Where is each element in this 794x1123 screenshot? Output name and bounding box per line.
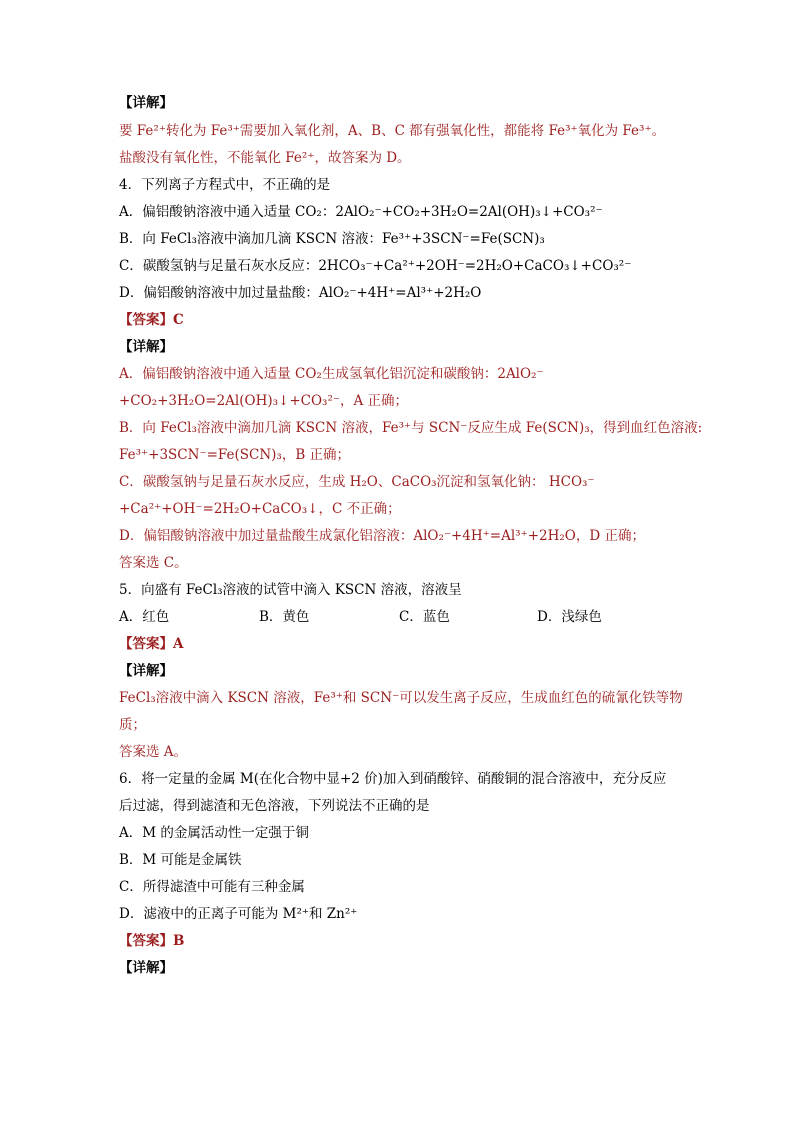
question-4-option-a: A．偏铝酸钠溶液中通入适量 CO₂：2AlO₂⁻+CO₂+3H₂O=2Al(OH)₃↓+CO₃²⁻ [119, 204, 603, 220]
question-4-option-b: B．向 FeCl₃溶液中滴加几滴 KSCN 溶液：Fe³⁺+3SCN⁻=Fe(SCN)₃ [119, 231, 545, 247]
question-5-option-b: B．黄色 [259, 609, 310, 625]
explanation-line: Fe³⁺+3SCN⁻=Fe(SCN)₃，B 正确； [119, 447, 351, 463]
question-6-option-d: D．滤液中的正离子可能为 M²⁺和 Zn²⁺ [119, 906, 358, 922]
question-6-option-a: A．M 的金属活动性一定强于铜 [119, 825, 309, 841]
answer-label: 【答案】A [119, 636, 184, 652]
explanation-line: +Ca²⁺+OH⁻=2H₂O+CaCO₃↓，C 不正确； [119, 501, 401, 517]
explanation-line: A．偏铝酸钠溶液中通入适量 CO₂生成氢氧化铝沉淀和碳酸钠：2AlO₂⁻ [119, 366, 544, 382]
question-4-option-d: D．偏铝酸钠溶液中加过量盐酸：AlO₂⁻+4H⁺=Al³⁺+2H₂O [119, 285, 482, 301]
section-heading-explanation: 【详解】 [119, 663, 173, 679]
explanation-line: D．偏铝酸钠溶液中加过量盐酸生成氯化铝溶液：AlO₂⁻+4H⁺=Al³⁺+2H₂O，D 正确； [119, 528, 645, 544]
question-5-options [119, 608, 679, 626]
explanation-line: 要 Fe²⁺转化为 Fe³⁺需要加入氧化剂，A、B、C 都有强氧化性，都能将 Fe³⁺氧化为 Fe³⁺。 [119, 123, 666, 139]
answer-label: 【答案】B [119, 933, 185, 949]
explanation-line: 质； [119, 717, 146, 733]
question-4-option-c: C．碳酸氢钠与足量石灰水反应：2HCO₃⁻+Ca²⁺+2OH⁻=2H₂O+CaCO₃↓+CO₃²⁻ [119, 258, 632, 274]
explanation-line: 盐酸没有氧化性，不能氧化 Fe²⁺，故答案为 D。 [119, 150, 411, 166]
question-5-option-a: A．红色 [119, 609, 170, 625]
explanation-line: 答案选 C。 [119, 555, 188, 571]
explanation-line: C．碳酸氢钠与足量石灰水反应，生成 H₂O、CaCO₃沉淀和氢氧化钠： HCO₃⁻ [119, 474, 595, 490]
section-heading-explanation: 【详解】 [119, 339, 173, 355]
explanation-line: 答案选 A。 [119, 744, 188, 760]
question-6-option-c: C．所得滤渣中可能有三种金属 [119, 879, 305, 895]
question-6-option-b: B．M 可能是金属铁 [119, 852, 242, 868]
answer-label: 【答案】C [119, 312, 184, 328]
explanation-line: B．向 FeCl₃溶液中滴加几滴 KSCN 溶液，Fe³⁺与 SCN⁻反应生成 Fe(SCN)₃，得到血红色溶液: [119, 420, 703, 436]
question-5-stem: 5．向盛有 FeCl₃溶液的试管中滴入 KSCN 溶液，溶液呈 [119, 582, 462, 598]
question-6-stem: 后过滤，得到滤渣和无色溶液，下列说法不正确的是 [119, 798, 430, 814]
question-5-option-d: D．浅绿色 [537, 609, 602, 625]
explanation-line: FeCl₃溶液中滴入 KSCN 溶液，Fe³⁺和 SCN⁻可以发生离子反应，生成血红色的硫氰化铁等物 [119, 690, 683, 706]
question-6-stem: 6．将一定量的金属 M(在化合物中显+2 价)加入到硝酸锌、硝酸铜的混合溶液中，充分反应 [119, 771, 667, 787]
question-4-stem: 4．下列离子方程式中，不正确的是 [119, 177, 331, 193]
question-5-option-c: C．蓝色 [399, 609, 450, 625]
section-heading-explanation: 【详解】 [119, 95, 173, 111]
explanation-line: +CO₂+3H₂O=2Al(OH)₃↓+CO₃²⁻，A 正确； [119, 393, 409, 409]
section-heading-explanation: 【详解】 [119, 960, 173, 976]
